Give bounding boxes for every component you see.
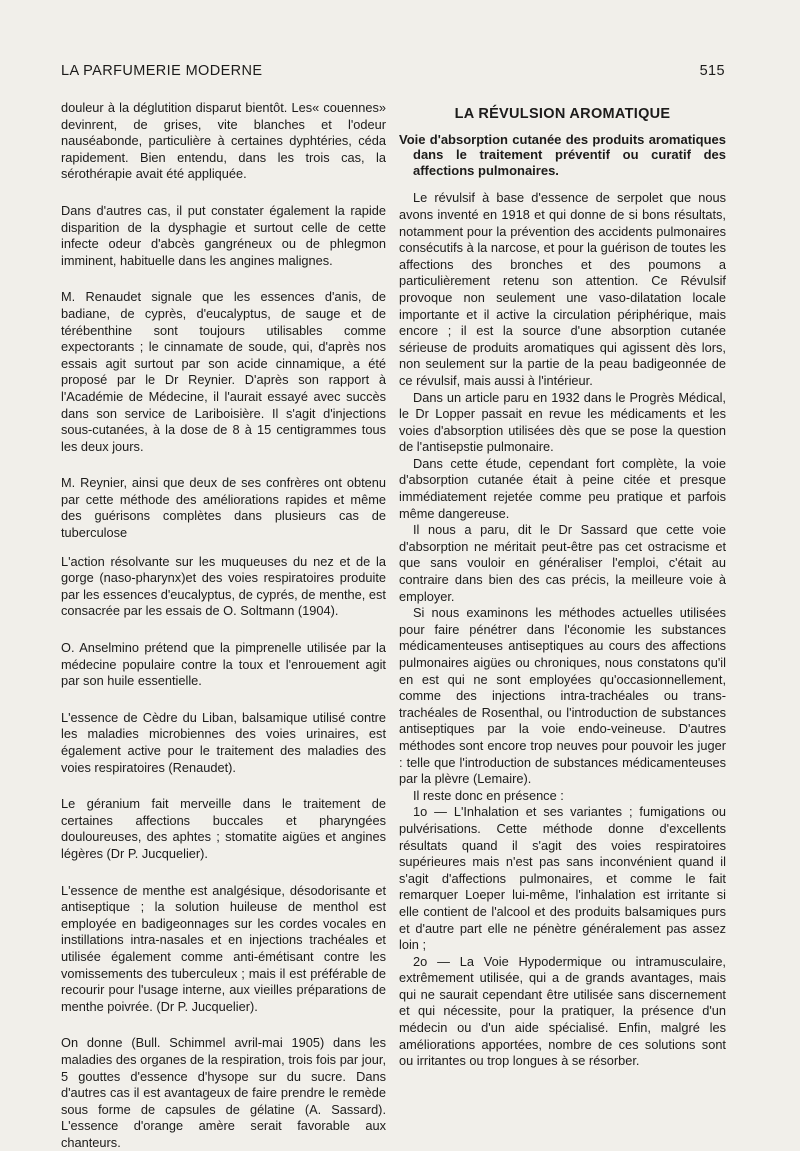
left-paragraph-8: Le géranium fait merveille dans le traitement de certaines affections buccales et pharyngées douloureuses, des aphtes ; stomatite aigües et angines légères (Dr P. Jucquelier). [61,796,386,861]
article-subtitle: Voie d'absorption cutanée des produits aromatiques dans le traitement préventif ou curatif des affections pulmonaires. [399,131,726,178]
right-column [399,100,726,1070]
right-paragraph-7: 1o — L'Inhalation et ses variantes ; fumigations ou pulvérisations. Cette méthode donne d'excellents résultats quand il s'agit des voies respiratoires supérieures mais n'est pas sans inconvénient quand il s'agit d'affections pulmonaires, et comme le fait remarquer Loeper lui-même, l'inhalation est irritante si elle contient de l'alcool et des produits balsamiques purs et d'autre part elle ne pénètre généralement pas assez loin ; [399,804,726,953]
left-paragraph-10: On donne (Bull. Schimmel avril-mai 1905) dans les maladies des organes de la respiration, trois fois par jour, 5 gouttes d'essence d'hysope sur du sucre. Dans d'autres cas il est avantageux de faire prendre le remède sous forme de capsules de gélatine (A. Sassard). L'essence d'orange amère serait favorable aux chanteurs. [61,1035,386,1150]
right-paragraph-3: Dans cette étude, cependant fort complète, la voie d'absorption cutanée était à peine citée et presque immédiatement rejetée comme peu pratique et parfois même dangereuse. [399,455,726,521]
journal-title: LA PARFUMERIE MODERNE [61,63,263,79]
left-paragraph-3: M. Renaudet signale que les essences d'anis, de badiane, de cyprès, d'eucalyptus, de sauge et de térébenthine sont toujours utilisables comme expectorants ; le cinnamate de soude, qui, d'après nos essais agit surtout par son acide cinnamique, a été proposé par le Dr Reynier. D'après son rapport à l'Académie de Médecine, il l'aurait essayé avec succès dans son service de Lariboisière. Il s'agit d'injections sous-cutanées, à la dose de 8 à 15 centigrammes tous les deux jours. [61,289,386,454]
right-paragraph-5: Si nous examinons les méthodes actuelles utilisées pour faire pénétrer dans l'économie les substances médicamenteuses antiseptiques au cours des affections pulmonaires aigües ou chroniques, nous constatons qu'il en est qui ne sont employées qu'occasionnellement, comme des injections intra-trachéales ou trans-trachéales de Rosenthal, ou l'introduction de substances antiseptiques par la voie endo-veineuse. D'autres méthodes sont encore trop neuves pour pouvoir les juger : telle que l'introduction de substances médicamenteuses par la plèvre (Lemaire). [399,605,726,787]
article-title: LA RÉVULSION AROMATIQUE [454,106,671,122]
right-paragraph-6: Il reste donc en présence : [413,787,564,803]
left-paragraph-9: L'essence de menthe est analgésique, désodorisante et antiseptique ; la solution huileuse de menthol est employée en badigeonnages sur les cordes vocales en instillations intra-nasales et en injections trachéales et utilisée également comme anti-émétisant contre les vomissements des tuberculeux ; mais il est préférable de recourir pour l'usage interne, aux vieilles préparations de menthe poivrée. (Dr P. Jucquelier). [61,882,386,1014]
right-paragraph-4: Il nous a paru, dit le Dr Sassard que cette voie d'absorption ne méritait peut-être pas cet ostracisme et que sans vouloir en généraliser l'emploi, c'était au contraire dans bien des cas précis, la meilleure voie à employer. [399,522,726,604]
page-number: 515 [699,63,725,79]
right-paragraph-2: Dans un article paru en 1932 dans le Progrès Médical, le Dr Lopper passait en revue les médicaments et les voies d'absorption utilisées dès que se pose la question de l'antisepstie pulmonaire. [399,389,726,455]
right-paragraph-1: Le révulsif à base d'essence de serpolet que nous avons inventé en 1918 et qui donne de si bons résultats, notamment pour la prévention des accidents pulmonaires consécutifs à la narcose, et pour la guérison de toutes les affections des bronches et des poumons a particulièrement retenu son attention. Ce Révulsif provoque non seulement une vaso-dilatation locale importante et il active la circulation périphérique, mais encore ; il est la source d'une absorption cutanée sérieuse de produits aromatiques qui agissent dès lors, non seulement sur la partie de la peau badigeonnée de ce révulsif, mais aussi à l'intérieur. [399,190,726,388]
right-paragraph-8: 2o — La Voie Hypodermique ou intramusculaire, extrêmement utilisée, qui a de grands avantages, mais qui ne saurait cependant être utilisée sans discernement et qui nécessite, pour la pratiquer, la présence d'un médecin ou d'un aide spécialisé. Enfin, malgré les améliorations apportées, nombre de ces solutions sont ou irritantes ou trop longues à se résorber. [399,953,726,1069]
left-paragraph-1: douleur à la déglutition disparut bientôt. Les« couennes» devinrent, de grises, vite blanches et l'odeur nauséabonde, particulière à certaines dyphtéries, céda rapidement. Bien entendu, dans les trois cas, la sérothérapie avait été appliquée. [61,100,386,182]
left-paragraph-4: M. Reynier, ainsi que deux de ses confrères ont obtenu par cette méthode des améliorations rapides et même des guérisons complètes dans plusieurs cas de tuberculose [61,475,386,541]
left-paragraph-5: L'action résolvante sur les muqueuses du nez et de la gorge (naso-pharynx)et des voies respiratoires produite par les essences d'eucalyptus, de cyprés, de menthe, est consacrée par les essais de O. Soltmann (1904). [61,553,386,619]
left-paragraph-2: Dans d'autres cas, il put constater également la rapide disparition de la dysphagie et surtout celle de cette infecte odeur d'abcès gangréneux ou de phlegmon imminent, habituelle dans les angines malignes. [61,202,386,268]
left-column [61,100,386,1151]
left-paragraph-7: L'essence de Cèdre du Liban, balsamique utilisé contre les maladies microbiennes des voies urinaires, est également active pour le traitement des maladies des voies respiratoires (Renaudet). [61,709,386,775]
left-paragraph-6: O. Anselmino prétend que la pimprenelle utilisée par la médecine populaire contre la toux et l'enrouement agit par son huile essentielle. [61,640,386,689]
